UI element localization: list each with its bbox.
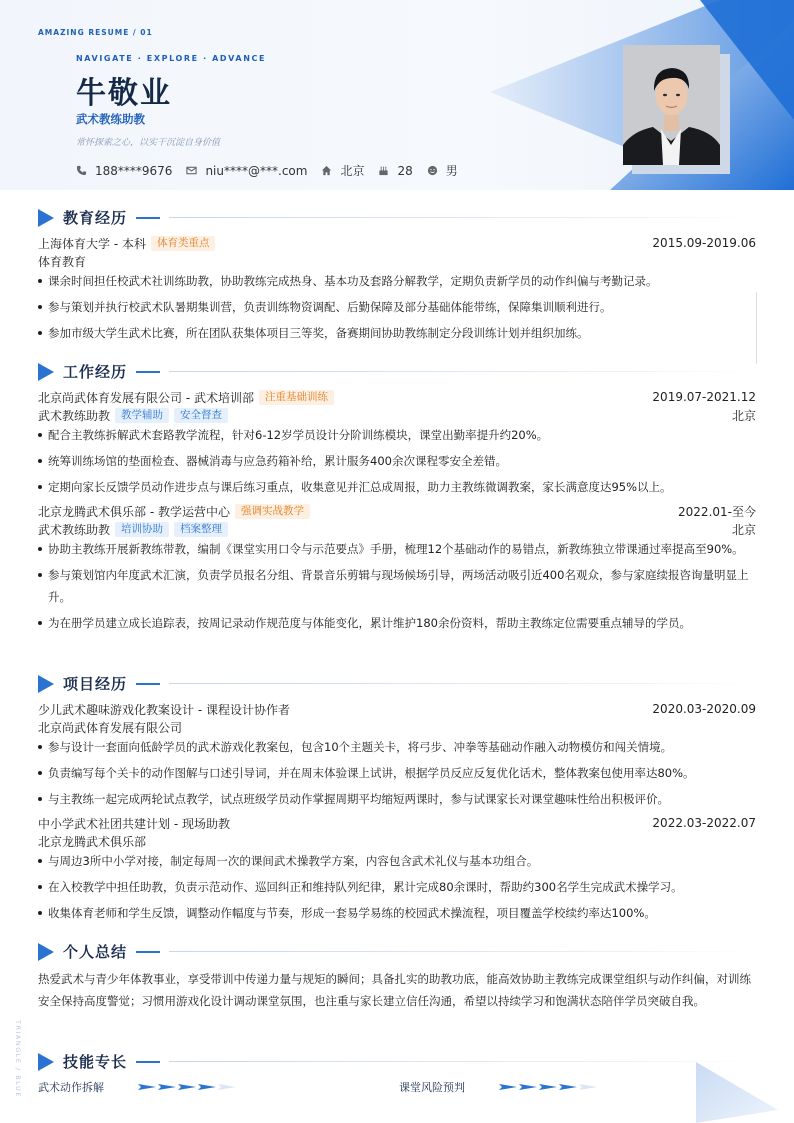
section-education-title — [38, 207, 756, 228]
email-text: niu****@***.com — [205, 163, 308, 178]
list-item: 参与策划馆内年度武术汇演，负责学员报名分组、背景音乐剪辑与现场候场引导，两场活动吸引近400名观众，参与家庭续报咨询量明显上升。 — [38, 564, 756, 608]
section-projects-title — [38, 673, 756, 694]
phone-icon — [76, 165, 87, 176]
skill-level — [138, 1084, 238, 1090]
list-item: 为在册学员建立成长追踪表，按周记录动作规范度与体能变化，累计维护180余份资料，帮助主教练定位需要重点辅导的学员。 — [38, 612, 756, 634]
skill-name: 课堂风险预判 — [399, 1081, 465, 1094]
gender-text: 男 — [445, 164, 458, 178]
job-bullets — [38, 538, 756, 638]
profile-photo — [623, 45, 720, 165]
skill-arrow-filled — [158, 1084, 176, 1090]
project-org: 北京龙腾武术俱乐部 — [38, 835, 147, 849]
city-text: 北京 — [340, 164, 365, 178]
home-icon — [321, 165, 332, 176]
section-divider — [169, 217, 756, 218]
job-position-row — [38, 521, 756, 537]
skill-arrow-empty — [218, 1084, 236, 1090]
school-tag: 体育类重点 — [151, 236, 216, 251]
list-item: 在入校教学中担任助教，负责示范动作、巡回纠正和维持队列纪律，累计完成80余课时，帮助约300名学生完成武术操学习。 — [38, 876, 756, 898]
skill-item — [399, 1079, 599, 1095]
age-text: 28 — [397, 163, 413, 178]
section-divider — [169, 1061, 756, 1062]
side-decor-text: TRIANGLE / BLUE — [14, 1020, 22, 1098]
bottom-triangle-decor — [696, 1062, 794, 1123]
job-position: 武术教练助教 — [38, 522, 111, 537]
project-bullets — [38, 850, 756, 928]
job-row — [38, 503, 756, 519]
section-divider — [169, 683, 756, 684]
section-triangle-icon — [38, 943, 54, 961]
job-company: 北京龙腾武术俱乐部 - 教学运营中心 — [38, 504, 230, 519]
project-name: 中小学武术社团共建计划 - 现场助教 — [38, 816, 230, 831]
project-bullets — [38, 736, 756, 814]
side-accent-bar — [756, 292, 757, 364]
education-period: 2015.09-2019.06 — [652, 236, 756, 250]
job-row — [38, 389, 756, 405]
list-item: 配合主教练拆解武术套路教学流程，针对6-12岁学员设计分阶训练模块，课堂出勤率提升约20%。 — [38, 424, 756, 446]
section-skills-title — [38, 1051, 756, 1072]
candidate-name: 牛敬业 — [76, 76, 172, 111]
job-skill-tag: 安全督查 — [174, 408, 228, 423]
job-position: 武术教练助教 — [38, 408, 111, 423]
section-triangle-icon — [38, 209, 54, 227]
section-work-title — [38, 361, 756, 382]
section-title-text: 教育经历 — [63, 209, 128, 227]
contact-gender — [427, 162, 458, 179]
nav-tag: NAVIGATE · EXPLORE · ADVANCE — [76, 54, 267, 63]
phone-text: 188****9676 — [95, 163, 173, 178]
list-item: 收集体育老师和学生反馈，调整动作幅度与节奏，形成一套易学易练的校园武术操流程，项目覆盖学校续约率达100%。 — [38, 902, 756, 924]
portrait-illustration — [623, 45, 720, 165]
skill-level — [499, 1084, 599, 1090]
job-skill-tag: 档案整理 — [174, 522, 228, 537]
contact-email — [186, 164, 307, 178]
skill-arrow-filled — [138, 1084, 156, 1090]
list-item: 参与策划并执行校武术队暑期集训营，负责训练物资调配、后勤保障及部分基础体能带练，保障集训顺利进行。 — [38, 296, 756, 318]
job-tag: 注重基础训练 — [259, 390, 334, 405]
section-summary-title — [38, 941, 756, 962]
list-item: 课余时间担任校武术社训练助教，协助教练完成热身、基本功及套路分解教学，定期负责新学员的动作纠偏与考勤记录。 — [38, 270, 756, 292]
cake-icon — [378, 165, 389, 176]
contact-bar — [76, 162, 472, 179]
project-row — [38, 701, 756, 717]
skill-arrow-filled — [178, 1084, 196, 1090]
list-item: 与主教练一起完成两轮试点教学，试点班级学员动作掌握周期平均缩短两课时，参与试课家长对课堂趣味性给出积极评价。 — [38, 788, 756, 810]
candidate-motto: 常怀探索之心，以实干沉淀自身价值 — [76, 138, 221, 148]
skill-name: 武术动作拆解 — [38, 1081, 104, 1094]
project-org: 北京尚武体育发展有限公司 — [38, 721, 183, 735]
contact-city — [321, 162, 364, 179]
section-dash — [136, 371, 160, 373]
section-triangle-icon — [38, 363, 54, 381]
project-row — [38, 815, 756, 831]
candidate-role: 武术教练助教 — [76, 112, 145, 126]
project-period: 2020.03-2020.09 — [652, 702, 756, 716]
list-item: 协助主教练开展新教练带教，编制《课堂实用口令与示范要点》手册，梳理12个基础动作的易错点，新教练独立带课通过率提高至90%。 — [38, 538, 756, 560]
school-name: 上海体育大学 - 本科 — [38, 236, 146, 251]
section-triangle-icon — [38, 1053, 54, 1071]
list-item: 负责编写每个关卡的动作图解与口述引导词，并在周末体验课上试讲，根据学员反应反复优化话术，整体教案包使用率达80%。 — [38, 762, 756, 784]
job-bullets — [38, 424, 756, 502]
job-position-row — [38, 407, 756, 423]
job-period: 2022.01-至今 — [678, 504, 756, 519]
job-period: 2019.07-2021.12 — [652, 390, 756, 404]
section-title-text: 个人总结 — [63, 943, 128, 961]
skill-item — [38, 1079, 238, 1095]
user-face-icon — [427, 165, 438, 176]
top-tag: AMAZING RESUME / 01 — [38, 28, 153, 37]
section-dash — [136, 683, 160, 685]
section-divider — [169, 371, 756, 372]
job-tag: 强调实战教学 — [235, 504, 310, 519]
project-name: 少儿武术趣味游戏化教案设计 - 课程设计协作者 — [38, 702, 290, 717]
list-item: 参加市级大学生武术比赛，所在团队获集体项目三等奖，备赛期间协助教练制定分段训练计划并组织加练。 — [38, 322, 756, 344]
section-divider — [169, 951, 756, 952]
job-location: 北京 — [731, 522, 756, 537]
job-skill-tag: 培训协助 — [115, 522, 169, 537]
skill-arrow-filled — [539, 1084, 557, 1090]
skill-arrow-filled — [559, 1084, 577, 1090]
skill-arrow-empty — [579, 1084, 597, 1090]
summary-text: 热爱武术与青少年体教事业，享受带训中传递力量与规矩的瞬间；具备扎实的助教功底，能高效协助主教练完成课堂组织与动作纠偏，对训练安全保持高度警觉；习惯用游戏化设计调动课堂氛围，也注重与家长建立信任沟通，希望以持续学习和饱满状态陪伴学员突破自我。 — [38, 972, 751, 1008]
section-dash — [136, 951, 160, 953]
education-row — [38, 235, 756, 251]
contact-phone — [76, 164, 172, 178]
list-item: 与周边3所中小学对接，制定每周一次的课间武术操教学方案，内容包含武术礼仪与基本功组合。 — [38, 850, 756, 872]
section-title-text: 工作经历 — [63, 363, 128, 381]
skill-arrow-filled — [519, 1084, 537, 1090]
section-dash — [136, 1061, 160, 1063]
list-item: 参与设计一套面向低龄学员的武术游戏化教案包，包含10个主题关卡，将弓步、冲拳等基础动作融入动物模仿和闯关情境。 — [38, 736, 756, 758]
contact-age — [378, 164, 412, 178]
education-bullets — [38, 270, 756, 348]
education-major: 体育教育 — [38, 255, 87, 269]
project-period: 2022.03-2022.07 — [652, 816, 756, 830]
section-title-text: 技能专长 — [63, 1053, 128, 1071]
skill-arrow-filled — [198, 1084, 216, 1090]
job-skill-tag: 教学辅助 — [115, 408, 169, 423]
email-icon — [186, 165, 197, 176]
section-dash — [136, 217, 160, 219]
list-item: 定期向家长反馈学员动作进步点与课后练习重点，收集意见并汇总成周报，助力主教练微调教案，家长满意度达95%以上。 — [38, 476, 756, 498]
job-location: 北京 — [731, 408, 756, 423]
section-triangle-icon — [38, 675, 54, 693]
job-company: 北京尚武体育发展有限公司 - 武术培训部 — [38, 390, 254, 405]
section-title-text: 项目经历 — [63, 675, 128, 693]
skill-arrow-filled — [499, 1084, 517, 1090]
list-item: 统筹训练场馆的垫面检查、器械消毒与应急药箱补给，累计服务400余次课程零安全差错。 — [38, 450, 756, 472]
